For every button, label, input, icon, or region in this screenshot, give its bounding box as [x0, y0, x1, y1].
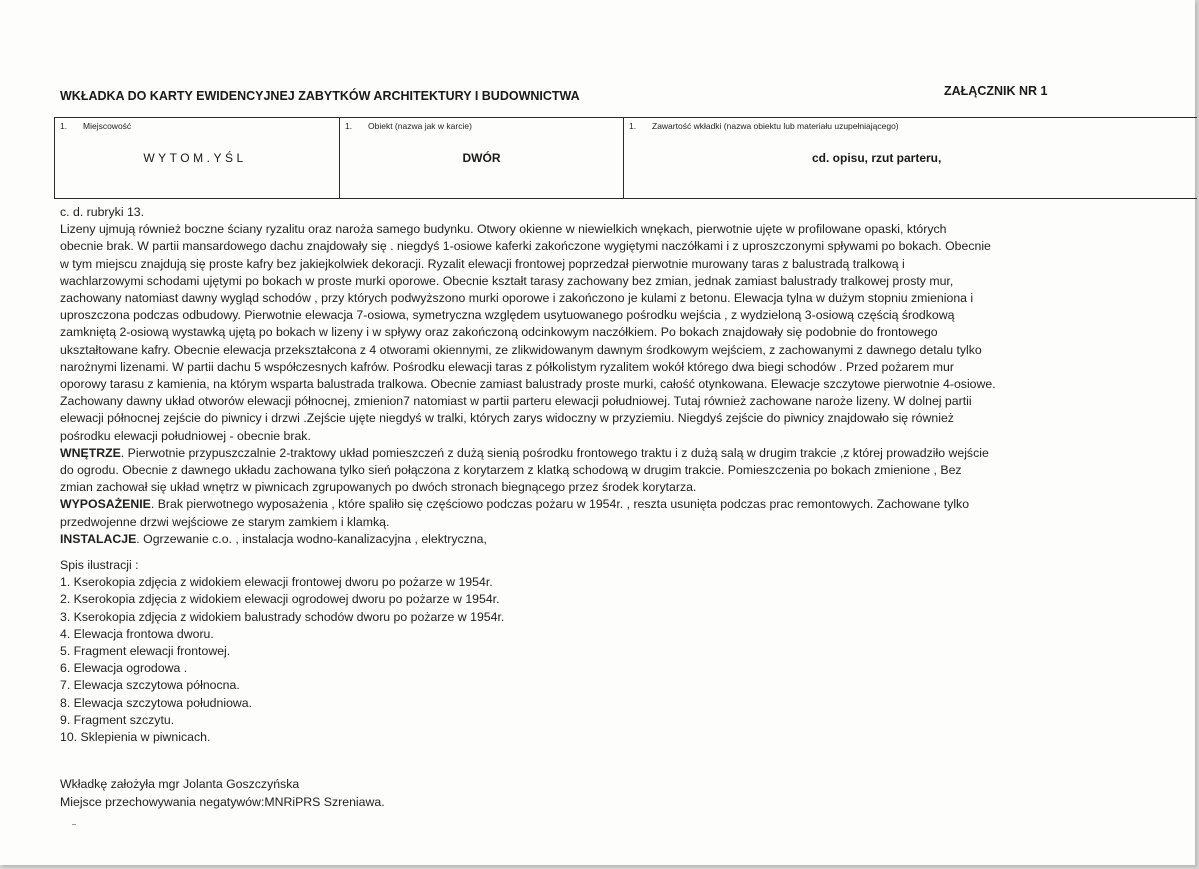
body-line [60, 238, 1150, 255]
body-line-text: uproszczona podczas odbudowy. Pierwotnie elewacja 7-osiowa, symetryczna względem usytuowanego pośrodku wejścia , z wydzieloną 3-osiową częścią środkową [60, 308, 955, 323]
document-footer [60, 776, 385, 811]
illustration-item: 10. Sklepienia w piwnicach. [60, 730, 211, 745]
illustration-item: 8. Elewacja szczytowa południowa. [60, 695, 253, 710]
body-line-text: do ogrodu. Obecnie z dawnego układu zachowana tylko sień połączona z korytarzem z klatką schodową w drugim trakcie. Pomieszczenia po bokach zmienione , Bez [60, 463, 962, 478]
field-contents [624, 118, 1198, 198]
body-line [60, 393, 1150, 410]
stray-mark [72, 824, 76, 825]
body-line-text: Zachowany dawny układ otworów elewacji północnej, zmienion7 natomiast w partii parteru elewacji południowej. Tutaj również zachowane naroże lizeny. W dolnej partii [60, 394, 972, 409]
body-line [60, 342, 1150, 359]
body-line [60, 496, 1150, 513]
field-label-text: Miejscowość [83, 121, 132, 131]
body-line [60, 376, 1150, 393]
field-number: 1. [629, 121, 637, 131]
section-heading: INSTALACJE [60, 531, 137, 546]
body-line-text: zmian zachował się układ wnętrz w piwnicach zgrupowanych po dwóch stronach biegnącego przez środek korytarza. [60, 480, 697, 495]
field-contents-label [629, 121, 899, 131]
field-locality-label [60, 121, 131, 131]
body-line-text: c. d. rubryki 13. [60, 205, 145, 219]
body-line [60, 531, 1150, 548]
illustration-item: 2. Kserokopia zdjęcia z widokiem elewacji ogrodowej dworu po pożarze w 1954r. [60, 592, 500, 607]
illustration-item: 4. Elewacja frontowa dworu. [60, 626, 214, 641]
description-body [60, 204, 1150, 548]
illustration-list [60, 557, 504, 746]
illustration-item: 5. Fragment elewacji frontowej. [60, 644, 231, 659]
body-line-text: w tym miejscu znajdują się proste kafry bez jakiejkolwiek dekoracji. Ryzalit elewacji frontowej poprzedzał pierwotnie murowany taras z balustradą tralkową i [60, 256, 905, 271]
body-line-text: oporowy tarasu z kamienia, na którym wsparta balustrada tralkowa. Obecnie zamiast balustrady proste murki, całość otynkowana. Elewacje szczytowe pierwotnie 4-osiowe. [60, 377, 996, 392]
body-line [60, 221, 1150, 238]
body-line [60, 256, 1150, 273]
field-number: 1. [345, 121, 353, 131]
field-locality-value: WYTOM.YŚL [143, 151, 247, 165]
annex-label: ZAŁĄCZNIK NR 1 [944, 84, 1048, 98]
field-object-label [345, 121, 472, 131]
illustration-list-heading: Spis ilustracji : [60, 558, 139, 572]
section-heading: WYPOSAŻENIE [60, 497, 151, 512]
field-label-text: Obiekt (nazwa jak w karcie) [368, 121, 472, 131]
illustration-item: 6. Elewacja ogrodowa . [60, 661, 188, 676]
negative-storage-note: Miejsce przechowywania negatywów:MNRiPRS Szreniawa. [60, 794, 385, 809]
field-object-value: DWÓR [462, 151, 501, 165]
body-line-text: obecnie brak. W partii mansardowego dachu znajdowały się . niegdyś 1-osiowe kaferki zakończone wygiętymi naczółkami i z uproszczonymi spływami po bokach. Obecnie [60, 239, 991, 254]
body-line [60, 479, 1150, 496]
body-line [60, 410, 1150, 427]
document-title: WKŁADKA DO KARTY EWIDENCYJNEJ ZABYTKÓW ARCHITEKTURY I BUDOWNICTWA [60, 89, 580, 103]
body-line [60, 445, 1150, 462]
body-line-text: zamkniętą 2-osiową wystawką ujętą po bokach w lizeny i w spływy oraz zakończoną odcinkowym naczółkiem. Po bokach znajdowały się podobnie do frontowego [60, 325, 938, 340]
field-number: 1. [60, 121, 68, 131]
field-locality [55, 118, 340, 198]
header-fields-table [54, 117, 1197, 199]
illustration-item: 3. Kserokopia zdjęcia z widokiem balustrady schodów dworu po pożarze w 1954r. [60, 609, 505, 624]
body-line [60, 324, 1150, 341]
body-line-text: narożnymi lizenami. W partii dachu 5 współczesnych kafrów. Pośrodku elewacji taras z półkolistym ryzalitem wokół którego dwa biegi schodów . Przed pożarem mur [60, 359, 954, 374]
body-line [60, 290, 1150, 307]
section-heading: WNĘTRZE [60, 445, 121, 460]
body-line-text: wachlarzowymi schodami ujętymi po bokach w proste murki oporowe. Obecnie kształt tarasy zachowany bez zmian, jednak zamiast balustrady tralkowej prosty mur, [60, 273, 954, 288]
body-line-text: . Brak pierwotnego wyposażenia , które spaliło się częściowo podczas pożaru w 1954r. , reszta usunięta podczas prac remontowych. Zachowane tylko [150, 497, 970, 512]
body-line-text: Lizeny ujmują również boczne ściany ryzalitu oraz naroża samego budynku. Otwory okienne w niewielkich wnękach, pierwotnie ujęte w profilowane opaski, których [60, 222, 947, 237]
body-line [60, 204, 1150, 221]
body-line-text: zachowany natomiast dawny wygląd schodów , przy których podwyższono murki oporowe i zakończono je kulami z betonu. Elewacja tylna w dużym stopniu zmieniona i [60, 291, 974, 306]
field-contents-value: cd. opisu, rzut parteru, [812, 151, 942, 165]
body-line [60, 428, 1150, 445]
body-line-text: przedwojenne drzwi wejściowe ze starym zamkiem i klamką. [60, 514, 390, 529]
body-line [60, 359, 1150, 376]
body-line [60, 514, 1150, 531]
field-object [340, 118, 624, 198]
illustration-item: 9. Fragment szczytu. [60, 712, 175, 727]
body-line-text: elewacji północnej zejście do piwnicy i drzwi .Zejście ujęte niegdyś w tralki, których zarys widoczny w przyziemiu. Niegdyś zejście do piwnicy znajdowało się również [60, 411, 954, 426]
body-line [60, 307, 1150, 324]
body-line [60, 462, 1150, 479]
body-line [60, 273, 1150, 290]
illustration-item: 1. Kserokopia zdjęcia z widokiem elewacji frontowej dworu po pożarze w 1954r. [60, 575, 493, 590]
illustration-item: 7. Elewacja szczytowa północna. [60, 678, 240, 693]
body-line-text: . Ogrzewanie c.o. , instalacja wodno-kanalizacyjna , elektryczna, [136, 531, 487, 546]
body-line-text: ukształtowane kafry. Obecnie elewacja przekształcona z 4 otworami okiennymi, ze zlikwidowanym dawnym środkowym wejściem, z zachowanymi z dawnego detalu tylko [60, 342, 982, 357]
author-note: Wkładkę założyła mgr Jolanta Goszczyńska [60, 777, 300, 791]
body-line-text: pośrodku elewacji południowej - obecnie brak. [60, 428, 311, 443]
body-line-text: . Pierwotnie przypuszczalnie 2-traktowy układ pomieszczeń z dużą sienią pośrodku frontowego traktu i z dużą salą w drugim trakcie ,z której prowadziło wejście [120, 445, 989, 460]
field-label-text: Zawartość wkładki (nazwa obiektu lub materiału uzupełniającego) [652, 121, 899, 131]
